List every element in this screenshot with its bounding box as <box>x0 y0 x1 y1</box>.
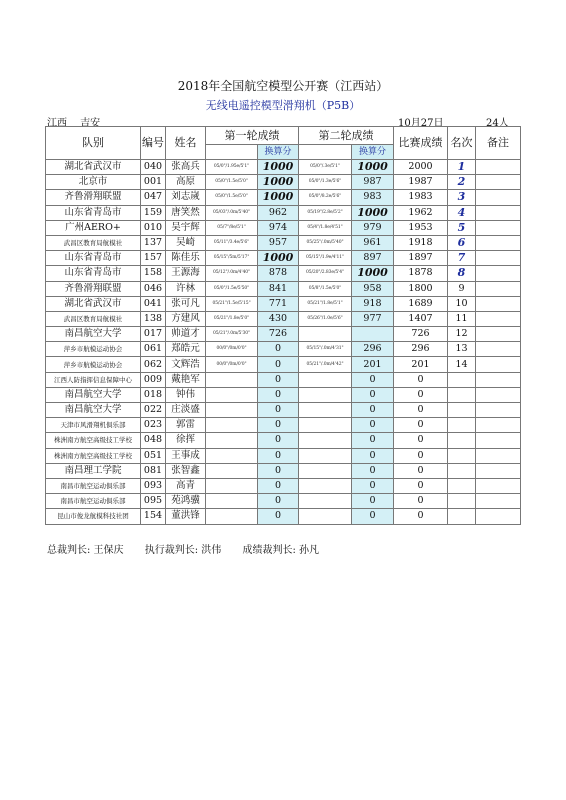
cell-round2-detail: 05/0"/.3e/5'1" <box>299 160 352 175</box>
cell-rank <box>448 372 476 387</box>
table-row <box>46 357 521 372</box>
cell-team: 株洲南方航空高级技工学校 <box>46 448 141 463</box>
cell-round2-score: 977 <box>352 311 394 326</box>
cell-team: 萍乡市航模运动协会 <box>46 357 141 372</box>
cell-total: 1878 <box>394 266 448 281</box>
cell-team: 山东省青岛市 <box>46 251 141 266</box>
cell-number: 061 <box>141 342 166 357</box>
table-row <box>46 387 521 402</box>
cell-round1-detail <box>206 448 258 463</box>
table-row <box>46 403 521 418</box>
cell-name: 张智鑫 <box>166 463 206 478</box>
cell-note <box>476 251 521 266</box>
cell-round1-detail <box>206 494 258 509</box>
cell-round2-score: 0 <box>352 494 394 509</box>
cell-rank: 12 <box>448 327 476 342</box>
table-row <box>46 478 521 493</box>
cell-round1-detail <box>206 478 258 493</box>
cell-note <box>476 342 521 357</box>
cell-number: 048 <box>141 433 166 448</box>
table-row <box>46 494 521 509</box>
cell-total: 2000 <box>394 160 448 175</box>
cell-total: 0 <box>394 509 448 524</box>
cell-name: 高原 <box>166 175 206 190</box>
cell-round1-score: 0 <box>258 509 299 524</box>
cell-total: 0 <box>394 418 448 433</box>
cell-team: 萍乡市航模运动协会 <box>46 342 141 357</box>
location-label: 江西 吉安 <box>47 118 101 129</box>
cell-rank: 8 <box>448 266 476 281</box>
cell-round1-score: 974 <box>258 220 299 235</box>
cell-number: 018 <box>141 387 166 402</box>
table-row <box>46 342 521 357</box>
cell-round2-detail: 05/21"/1.8e/5'1" <box>299 296 352 311</box>
cell-round2-detail <box>299 478 352 493</box>
cell-total: 0 <box>394 478 448 493</box>
col-round1-detail-header <box>206 145 258 160</box>
cell-team: 北京市 <box>46 175 141 190</box>
cell-total: 0 <box>394 463 448 478</box>
col-converted1-header: 换算分 <box>258 145 299 160</box>
cell-name: 郑皓元 <box>166 342 206 357</box>
cell-number: 062 <box>141 357 166 372</box>
cell-round1-score: 841 <box>258 281 299 296</box>
cell-name: 方建风 <box>166 311 206 326</box>
col-number-header: 编号 <box>141 127 166 160</box>
cell-round2-detail <box>299 433 352 448</box>
cell-round1-score: 1000 <box>258 175 299 190</box>
cell-team: 齐鲁滑翔联盟 <box>46 190 141 205</box>
cell-round2-detail: 05/19"/2.8e/5'2" <box>299 205 352 220</box>
cell-number: 158 <box>141 266 166 281</box>
cell-number: 017 <box>141 327 166 342</box>
cell-round2-detail: 05/0"/8.2e/5'6" <box>299 190 352 205</box>
cell-round2-detail: 05/8"/1.5e/5'0" <box>299 281 352 296</box>
cell-total: 1800 <box>394 281 448 296</box>
cell-name: 庄淡盛 <box>166 403 206 418</box>
cell-round2-score: 979 <box>352 220 394 235</box>
cell-round1-detail <box>206 418 258 433</box>
cell-note <box>476 281 521 296</box>
cell-round2-detail <box>299 327 352 342</box>
cell-round1-detail <box>206 463 258 478</box>
cell-team: 天津市风滑翔机俱乐部 <box>46 418 141 433</box>
cell-round2-score: 983 <box>352 190 394 205</box>
participant-count: 24人 <box>486 118 509 129</box>
cell-total: 1689 <box>394 296 448 311</box>
cell-name: 唐笑然 <box>166 205 206 220</box>
cell-name: 许林 <box>166 281 206 296</box>
cell-note <box>476 463 521 478</box>
cell-total: 0 <box>394 387 448 402</box>
cell-name: 帅道才 <box>166 327 206 342</box>
cell-round2-score: 0 <box>352 448 394 463</box>
cell-round2-score: 897 <box>352 251 394 266</box>
cell-round2-score: 1000 <box>352 266 394 281</box>
cell-round2-score: 0 <box>352 372 394 387</box>
cell-round1-detail: 00/0"/0m/0'0" <box>206 342 258 357</box>
cell-name: 戴艳军 <box>166 372 206 387</box>
cell-round1-score: 0 <box>258 418 299 433</box>
col-converted2-header: 换算分 <box>352 145 394 160</box>
cell-round1-detail: 05/15"/5m/5'17" <box>206 251 258 266</box>
cell-number: 046 <box>141 281 166 296</box>
cell-note <box>476 478 521 493</box>
table-row <box>46 235 521 250</box>
cell-team: 广州AERO+ <box>46 220 141 235</box>
cell-total: 1897 <box>394 251 448 266</box>
cell-rank <box>448 403 476 418</box>
cell-round2-detail: 05/26"/1.0e/5'6" <box>299 311 352 326</box>
cell-team: 湖北省武汉市 <box>46 296 141 311</box>
cell-number: 137 <box>141 235 166 250</box>
cell-total: 1918 <box>394 235 448 250</box>
cell-round2-detail: 05/15"/.0m/4'31" <box>299 342 352 357</box>
cell-rank <box>448 418 476 433</box>
cell-round1-score: 0 <box>258 372 299 387</box>
cell-round2-score: 958 <box>352 281 394 296</box>
cell-round1-detail: 05/11"/3.4e/5'6" <box>206 235 258 250</box>
cell-team: 南昌航空大学 <box>46 387 141 402</box>
cell-note <box>476 190 521 205</box>
cell-round1-detail: 05/21"/1.5e/5'15" <box>206 296 258 311</box>
cell-round1-score: 962 <box>258 205 299 220</box>
cell-team: 山东省青岛市 <box>46 205 141 220</box>
cell-note <box>476 327 521 342</box>
cell-name: 钟伟 <box>166 387 206 402</box>
cell-rank: 14 <box>448 357 476 372</box>
cell-rank: 10 <box>448 296 476 311</box>
cell-note <box>476 160 521 175</box>
cell-round1-detail: 05/0"/1.5e/5'0" <box>206 190 258 205</box>
cell-round2-score: 0 <box>352 387 394 402</box>
cell-round2-detail <box>299 372 352 387</box>
cell-round2-score: 918 <box>352 296 394 311</box>
cell-round2-score: 0 <box>352 418 394 433</box>
cell-team: 南昌理工学院 <box>46 463 141 478</box>
cell-team: 南昌市航空运动俱乐部 <box>46 494 141 509</box>
cell-rank: 5 <box>448 220 476 235</box>
cell-team: 南昌市航空运动俱乐部 <box>46 478 141 493</box>
cell-number: 157 <box>141 251 166 266</box>
cell-team: 武昌区教育局航模社 <box>46 235 141 250</box>
table-row <box>46 220 521 235</box>
cell-note <box>476 387 521 402</box>
cell-round2-detail <box>299 418 352 433</box>
cell-note <box>476 433 521 448</box>
cell-name: 张高兵 <box>166 160 206 175</box>
cell-round2-detail <box>299 509 352 524</box>
cell-rank <box>448 463 476 478</box>
cell-number: 095 <box>141 494 166 509</box>
cell-number: 081 <box>141 463 166 478</box>
cell-round2-score: 0 <box>352 463 394 478</box>
cell-round2-detail <box>299 448 352 463</box>
judges-footer <box>47 541 337 556</box>
cell-round2-score: 201 <box>352 357 394 372</box>
executive-judge: 执行裁判长: 洪伟 <box>144 545 222 556</box>
cell-note <box>476 403 521 418</box>
cell-round1-detail <box>206 403 258 418</box>
cell-round1-detail: 00/0"/0m/0'0" <box>206 357 258 372</box>
cell-rank: 9 <box>448 281 476 296</box>
table-row <box>46 296 521 311</box>
cell-total: 0 <box>394 372 448 387</box>
cell-note <box>476 175 521 190</box>
table-row <box>46 327 521 342</box>
cell-round1-score: 0 <box>258 387 299 402</box>
cell-total: 0 <box>394 494 448 509</box>
cell-name: 苑鸿骥 <box>166 494 206 509</box>
cell-total: 1962 <box>394 205 448 220</box>
cell-note <box>476 296 521 311</box>
cell-round2-score: 961 <box>352 235 394 250</box>
col-rank-header: 名次 <box>448 127 476 160</box>
table-row <box>46 266 521 281</box>
cell-note <box>476 311 521 326</box>
cell-round1-score: 0 <box>258 448 299 463</box>
col-round2-detail-header <box>299 145 352 160</box>
cell-number: 051 <box>141 448 166 463</box>
cell-name: 吴崎 <box>166 235 206 250</box>
cell-note <box>476 494 521 509</box>
date-label: 10月27日 <box>398 118 444 129</box>
event-subtitle: 无线电遥控模型滑翔机（P5B） <box>205 99 361 112</box>
cell-round2-detail <box>299 403 352 418</box>
cell-total: 726 <box>394 327 448 342</box>
cell-rank <box>448 494 476 509</box>
cell-rank: 1 <box>448 160 476 175</box>
table-row <box>46 205 521 220</box>
cell-name: 刘志嵗 <box>166 190 206 205</box>
table-header-row <box>46 127 521 145</box>
col-round1-header: 第一轮成绩 <box>206 127 299 145</box>
cell-round1-detail: 05/12"/.0m/4'40" <box>206 266 258 281</box>
cell-number: 047 <box>141 190 166 205</box>
cell-round1-score: 0 <box>258 463 299 478</box>
cell-rank <box>448 387 476 402</box>
cell-total: 1953 <box>394 220 448 235</box>
table-row <box>46 251 521 266</box>
cell-name: 文辉浩 <box>166 357 206 372</box>
cell-rank: 11 <box>448 311 476 326</box>
cell-note <box>476 357 521 372</box>
cell-team: 山东省青岛市 <box>46 266 141 281</box>
cell-note <box>476 266 521 281</box>
cell-total: 201 <box>394 357 448 372</box>
col-name-header: 姓名 <box>166 127 206 160</box>
cell-name: 王源海 <box>166 266 206 281</box>
cell-note <box>476 448 521 463</box>
scoring-judge: 成绩裁判长: 孙凡 <box>242 545 320 556</box>
cell-team: 南昌航空大学 <box>46 403 141 418</box>
cell-round2-detail <box>299 494 352 509</box>
chief-judge: 总裁判长: 王保庆 <box>47 545 124 556</box>
table-row <box>46 311 521 326</box>
cell-round1-score: 0 <box>258 342 299 357</box>
cell-team: 昆山市俊龙航模科技社团 <box>46 509 141 524</box>
cell-team: 株洲南方航空高级技工学校 <box>46 433 141 448</box>
cell-rank: 2 <box>448 175 476 190</box>
cell-round1-score: 1000 <box>258 190 299 205</box>
table-row <box>46 509 521 524</box>
cell-number: 040 <box>141 160 166 175</box>
cell-round2-detail <box>299 387 352 402</box>
cell-note <box>476 418 521 433</box>
results-body <box>46 160 521 525</box>
cell-name: 陈佳乐 <box>166 251 206 266</box>
cell-rank <box>448 478 476 493</box>
cell-round1-detail: 05/21"/.0m/5'30" <box>206 327 258 342</box>
cell-round1-score: 0 <box>258 494 299 509</box>
cell-round2-detail: 05/21"/.0m/4'42" <box>299 357 352 372</box>
cell-round1-detail <box>206 387 258 402</box>
col-team-header: 队别 <box>46 127 141 160</box>
cell-rank <box>448 433 476 448</box>
cell-round1-score: 957 <box>258 235 299 250</box>
cell-rank: 13 <box>448 342 476 357</box>
cell-number: 022 <box>141 403 166 418</box>
cell-name: 徐挥 <box>166 433 206 448</box>
table-row <box>46 175 521 190</box>
cell-rank: 3 <box>448 190 476 205</box>
results-table <box>45 126 521 525</box>
cell-total: 296 <box>394 342 448 357</box>
cell-note <box>476 372 521 387</box>
cell-round2-score: 296 <box>352 342 394 357</box>
cell-rank <box>448 509 476 524</box>
cell-round1-detail <box>206 372 258 387</box>
cell-team: 湖北省武汉市 <box>46 160 141 175</box>
cell-round2-detail: 05/4"/1.8e/4'51" <box>299 220 352 235</box>
cell-number: 159 <box>141 205 166 220</box>
cell-number: 041 <box>141 296 166 311</box>
cell-note <box>476 235 521 250</box>
table-row <box>46 418 521 433</box>
table-row <box>46 190 521 205</box>
cell-round1-detail: 05/0"/1.95e/5'1" <box>206 160 258 175</box>
cell-name: 高青 <box>166 478 206 493</box>
cell-number: 093 <box>141 478 166 493</box>
cell-total: 0 <box>394 448 448 463</box>
cell-round2-score: 0 <box>352 509 394 524</box>
cell-round2-score <box>352 327 394 342</box>
cell-round1-detail: 05/03"/.0m/5'40" <box>206 205 258 220</box>
cell-round1-score: 1000 <box>258 160 299 175</box>
cell-total: 0 <box>394 433 448 448</box>
cell-number: 154 <box>141 509 166 524</box>
cell-number: 023 <box>141 418 166 433</box>
cell-name: 郭雷 <box>166 418 206 433</box>
cell-team: 武昌区教育局航模社 <box>46 311 141 326</box>
cell-round1-score: 726 <box>258 327 299 342</box>
cell-round1-score: 878 <box>258 266 299 281</box>
cell-total: 0 <box>394 403 448 418</box>
cell-round2-detail: 05/20"/2.83e/5'4" <box>299 266 352 281</box>
cell-note <box>476 220 521 235</box>
cell-name: 董洪锋 <box>166 509 206 524</box>
cell-round1-score: 0 <box>258 433 299 448</box>
cell-total: 1983 <box>394 190 448 205</box>
cell-round2-detail: 05/0"/1.3e/5'6" <box>299 175 352 190</box>
cell-team: 齐鲁滑翔联盟 <box>46 281 141 296</box>
cell-round1-score: 0 <box>258 357 299 372</box>
cell-number: 009 <box>141 372 166 387</box>
cell-number: 001 <box>141 175 166 190</box>
cell-round2-detail: 05/25"/.0m/5'40" <box>299 235 352 250</box>
cell-note <box>476 205 521 220</box>
cell-round1-detail: 05/0"/1.5e/5'50" <box>206 281 258 296</box>
cell-total: 1987 <box>394 175 448 190</box>
cell-round1-score: 1000 <box>258 251 299 266</box>
cell-round1-detail: 05/0"/1.5e/5'0" <box>206 175 258 190</box>
cell-round1-score: 0 <box>258 403 299 418</box>
cell-rank: 6 <box>448 235 476 250</box>
cell-round1-detail <box>206 433 258 448</box>
cell-name: 吴宇辉 <box>166 220 206 235</box>
cell-round2-score: 0 <box>352 478 394 493</box>
cell-round1-detail: 05/21"/1.8e/5'0" <box>206 311 258 326</box>
cell-round2-detail <box>299 463 352 478</box>
cell-total: 1407 <box>394 311 448 326</box>
cell-round1-detail: 05/7"/8e/5'1" <box>206 220 258 235</box>
cell-note <box>476 509 521 524</box>
cell-rank <box>448 448 476 463</box>
cell-round2-score: 1000 <box>352 205 394 220</box>
cell-round1-score: 771 <box>258 296 299 311</box>
col-round2-header: 第二轮成绩 <box>299 127 394 145</box>
cell-round1-score: 430 <box>258 311 299 326</box>
cell-round2-score: 987 <box>352 175 394 190</box>
cell-rank: 4 <box>448 205 476 220</box>
cell-team: 南昌航空大学 <box>46 327 141 342</box>
col-note-header: 备注 <box>476 127 521 160</box>
page-title: 2018年全国航空模型公开赛（江西站） <box>177 79 389 93</box>
cell-number: 010 <box>141 220 166 235</box>
col-total-header: 比赛成绩 <box>394 127 448 160</box>
cell-name: 王事成 <box>166 448 206 463</box>
cell-round2-detail: 05/15"/1.9e/4'11" <box>299 251 352 266</box>
table-row <box>46 281 521 296</box>
cell-name: 张可凡 <box>166 296 206 311</box>
table-row <box>46 372 521 387</box>
cell-round2-score: 0 <box>352 433 394 448</box>
cell-team: 江西人防指挥信息保障中心 <box>46 372 141 387</box>
cell-round1-score: 0 <box>258 478 299 493</box>
table-row <box>46 433 521 448</box>
cell-round1-detail <box>206 509 258 524</box>
cell-number: 138 <box>141 311 166 326</box>
table-row <box>46 463 521 478</box>
table-row <box>46 160 521 175</box>
cell-rank: 7 <box>448 251 476 266</box>
cell-round2-score: 0 <box>352 403 394 418</box>
table-row <box>46 448 521 463</box>
cell-round2-score: 1000 <box>352 160 394 175</box>
